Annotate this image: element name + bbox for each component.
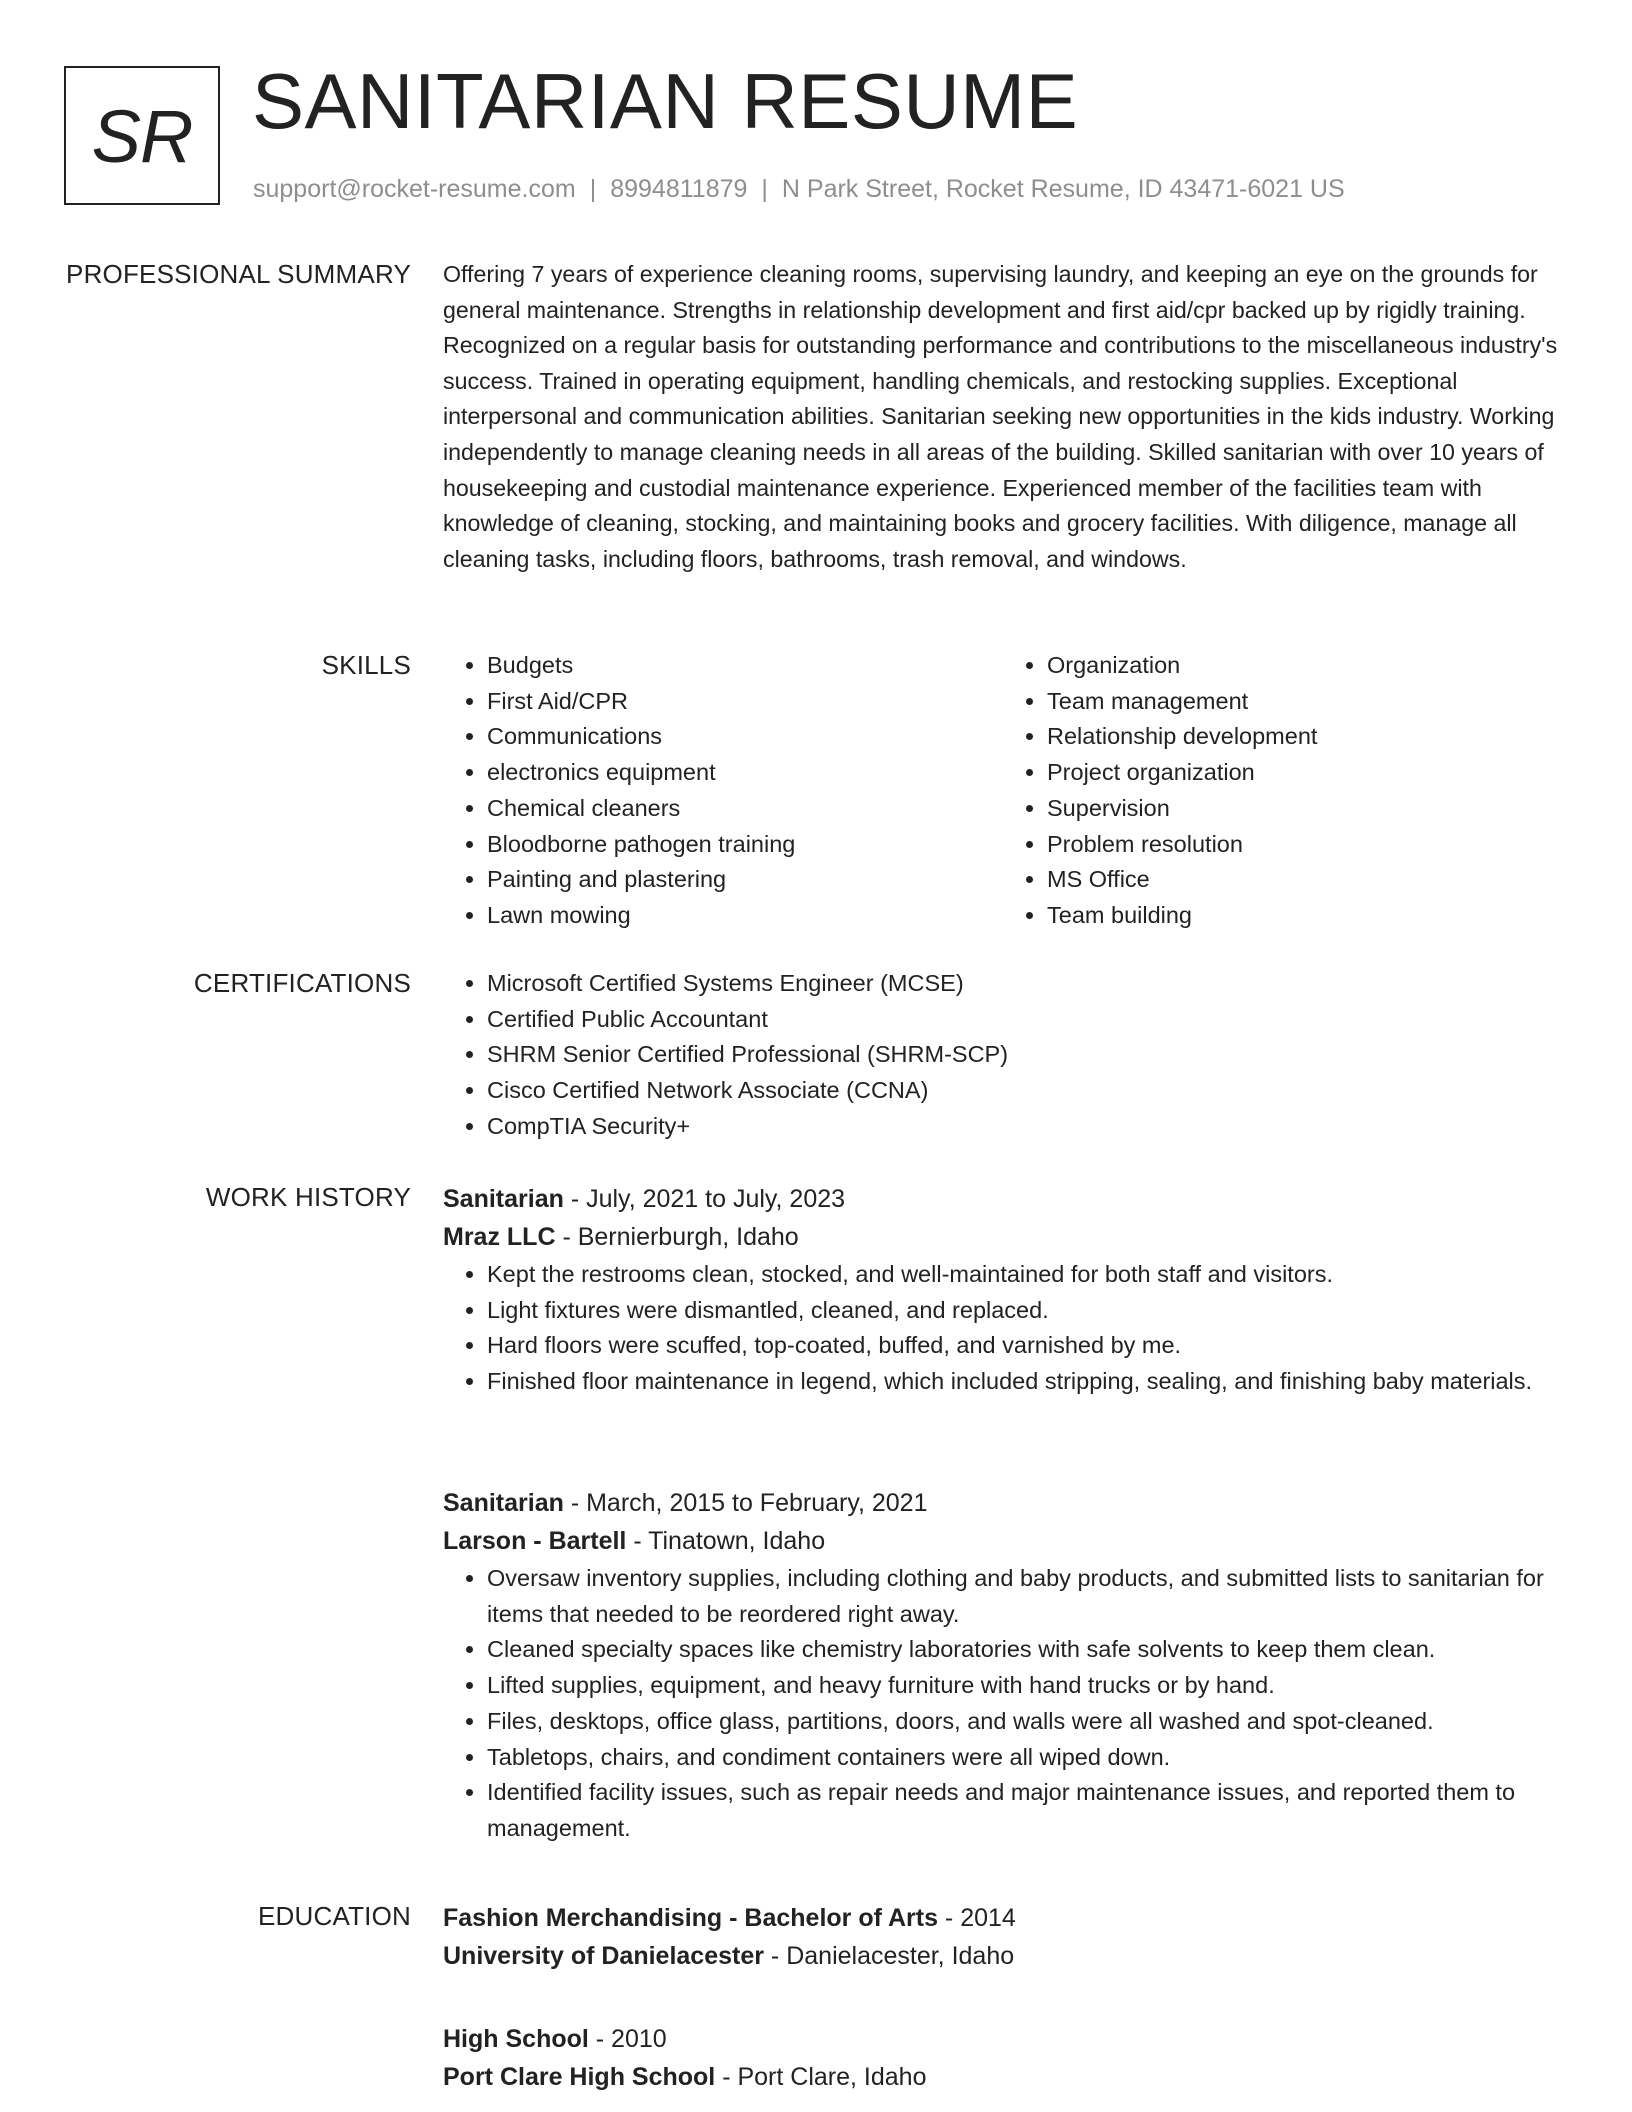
- contact-separator: |: [589, 175, 597, 203]
- monogram-initials: SR: [91, 94, 193, 178]
- job-duties-list: [443, 1257, 1563, 1400]
- education-location: - Port Clare, Idaho: [715, 2063, 927, 2091]
- job-company-line: [443, 1522, 1563, 1561]
- skills-list-right: [1003, 648, 1563, 934]
- skill-item: • electronics equipment: [487, 755, 1003, 791]
- job-duties-list: [443, 1561, 1563, 1847]
- education-heading: EDUCATION: [258, 1901, 411, 1931]
- monogram-box: [64, 66, 220, 205]
- job-title: Sanitarian: [443, 1185, 564, 1213]
- job-location: - Tinatown, Idaho: [626, 1527, 826, 1555]
- skill-item: • Communications: [487, 719, 1003, 755]
- certification-item: • SHRM Senior Certified Professional (SHRM-SCP): [487, 1037, 1563, 1073]
- education-degree-line: [443, 1899, 1563, 1937]
- work-history-heading: WORK HISTORY: [205, 1182, 411, 1212]
- certification-item: • Cisco Certified Network Associate (CCNA): [487, 1073, 1563, 1109]
- resume-title: SANITARIAN RESUME: [252, 57, 1079, 145]
- job-title-line: [443, 1484, 1563, 1522]
- education-year: - 2010: [588, 2025, 667, 2053]
- job-entry: [443, 1484, 1563, 1847]
- skill-item: • Bloodborne pathogen training: [487, 827, 1003, 863]
- job-company: Mraz LLC: [443, 1223, 556, 1251]
- job-title: Sanitarian: [443, 1489, 564, 1517]
- job-duty-item: • Cleaned specialty spaces like chemistry laboratories with safe solvents to keep them clean.: [487, 1632, 1563, 1668]
- skill-item: • Budgets: [487, 648, 1003, 684]
- job-duty-item: • Tabletops, chairs, and condiment containers were all wiped down.: [487, 1740, 1563, 1776]
- job-dates: - July, 2021 to July, 2023: [563, 1185, 846, 1213]
- skill-item: • Organization: [1047, 648, 1563, 684]
- education-degree: Fashion Merchandising - Bachelor of Arts: [443, 1904, 938, 1932]
- skill-item: • Team building: [1047, 898, 1563, 934]
- skills-heading: SKILLS: [321, 650, 411, 680]
- education-entry: [443, 1899, 1563, 1976]
- contact-line: [253, 173, 1345, 205]
- skill-item: • Project organization: [1047, 755, 1563, 791]
- education-entry: [443, 2020, 1563, 2097]
- summary-heading: PROFESSIONAL SUMMARY: [66, 259, 411, 289]
- job-duty-item: • Hard floors were scuffed, top-coated, buffed, and varnished by me.: [487, 1328, 1563, 1364]
- skill-item: • Painting and plastering: [487, 862, 1003, 898]
- job-title-line: [443, 1180, 1563, 1218]
- skill-item: • Problem resolution: [1047, 827, 1563, 863]
- contact-phone[interactable]: 8994811879: [610, 175, 748, 203]
- job-company: Larson - Bartell: [443, 1527, 627, 1555]
- skill-item: • Lawn mowing: [487, 898, 1003, 934]
- contact-address: N Park Street, Rocket Resume, ID 43471-6021 US: [781, 175, 1345, 203]
- education-degree: High School: [443, 2025, 589, 2053]
- skill-item: • MS Office: [1047, 862, 1563, 898]
- job-duty-item: • Files, desktops, office glass, partitions, doors, and walls were all washed and spot-cleaned.: [487, 1704, 1563, 1740]
- job-duty-item: • Lifted supplies, equipment, and heavy furniture with hand trucks or by hand.: [487, 1668, 1563, 1704]
- job-duty-item: • Identified facility issues, such as repair needs and major maintenance issues, and reported them to management.: [487, 1775, 1563, 1846]
- certifications-list: [443, 966, 1563, 1145]
- job-company-line: [443, 1218, 1563, 1257]
- certification-item: • Microsoft Certified Systems Engineer (MCSE): [487, 966, 1563, 1002]
- job-duty-item: • Finished floor maintenance in legend, which included stripping, sealing, and finishing baby materials.: [487, 1364, 1563, 1400]
- skill-item: • Relationship development: [1047, 719, 1563, 755]
- job-location: - Bernierburgh, Idaho: [555, 1223, 799, 1251]
- education-school: Port Clare High School: [443, 2063, 716, 2091]
- education-location: - Danielacester, Idaho: [763, 1942, 1015, 1970]
- certification-item: • CompTIA Security+: [487, 1109, 1563, 1145]
- skill-item: • Team management: [1047, 684, 1563, 720]
- skills-list-left: [443, 648, 1003, 934]
- education-school-line: [443, 1937, 1563, 1976]
- job-entry: [443, 1180, 1563, 1400]
- skill-item: • Chemical cleaners: [487, 791, 1003, 827]
- job-duty-item: • Kept the restrooms clean, stocked, and well-maintained for both staff and visitors.: [487, 1257, 1563, 1293]
- skill-item: • First Aid/CPR: [487, 684, 1003, 720]
- education-school: University of Danielacester: [443, 1942, 764, 1970]
- job-duty-item: • Light fixtures were dismantled, cleaned, and replaced.: [487, 1293, 1563, 1329]
- job-dates: - March, 2015 to February, 2021: [563, 1489, 928, 1517]
- certification-item: • Certified Public Accountant: [487, 1002, 1563, 1038]
- education-school-line: [443, 2058, 1563, 2097]
- contact-email[interactable]: support@rocket-resume.com: [253, 175, 576, 203]
- skill-item: • Supervision: [1047, 791, 1563, 827]
- certifications-heading: CERTIFICATIONS: [193, 968, 411, 998]
- contact-separator: |: [761, 175, 768, 203]
- education-degree-line: [443, 2020, 1563, 2058]
- education-year: - 2014: [937, 1904, 1016, 1932]
- summary-text: Offering 7 years of experience cleaning rooms, supervising laundry, and keeping an eye on the grounds for general maintenance. Strengths in relationship development and first aid/cpr backed up by rigidly training. Recognized on a regular basis for outstanding performance and contributions to the miscellaneous industry's success. Trained in operating equipment, handling chemicals, and restocking supplies. Exceptional interpersonal and communication abilities. Sanitarian seeking new opportunities in the kids industry. Working independently to manage cleaning needs in all areas of the building. Skilled sanitarian with over 10 years of housekeeping and custodial maintenance experience. Experienced member of the facilities team with knowledge of cleaning, stocking, and maintaining books and grocery facilities. With diligence, manage all cleaning tasks, including floors, bathrooms, trash removal, and windows.: [443, 261, 1558, 572]
- job-duty-item: • Oversaw inventory supplies, including clothing and baby products, and submitted lists to sanitarian for items that needed to be reordered right away.: [487, 1561, 1563, 1632]
